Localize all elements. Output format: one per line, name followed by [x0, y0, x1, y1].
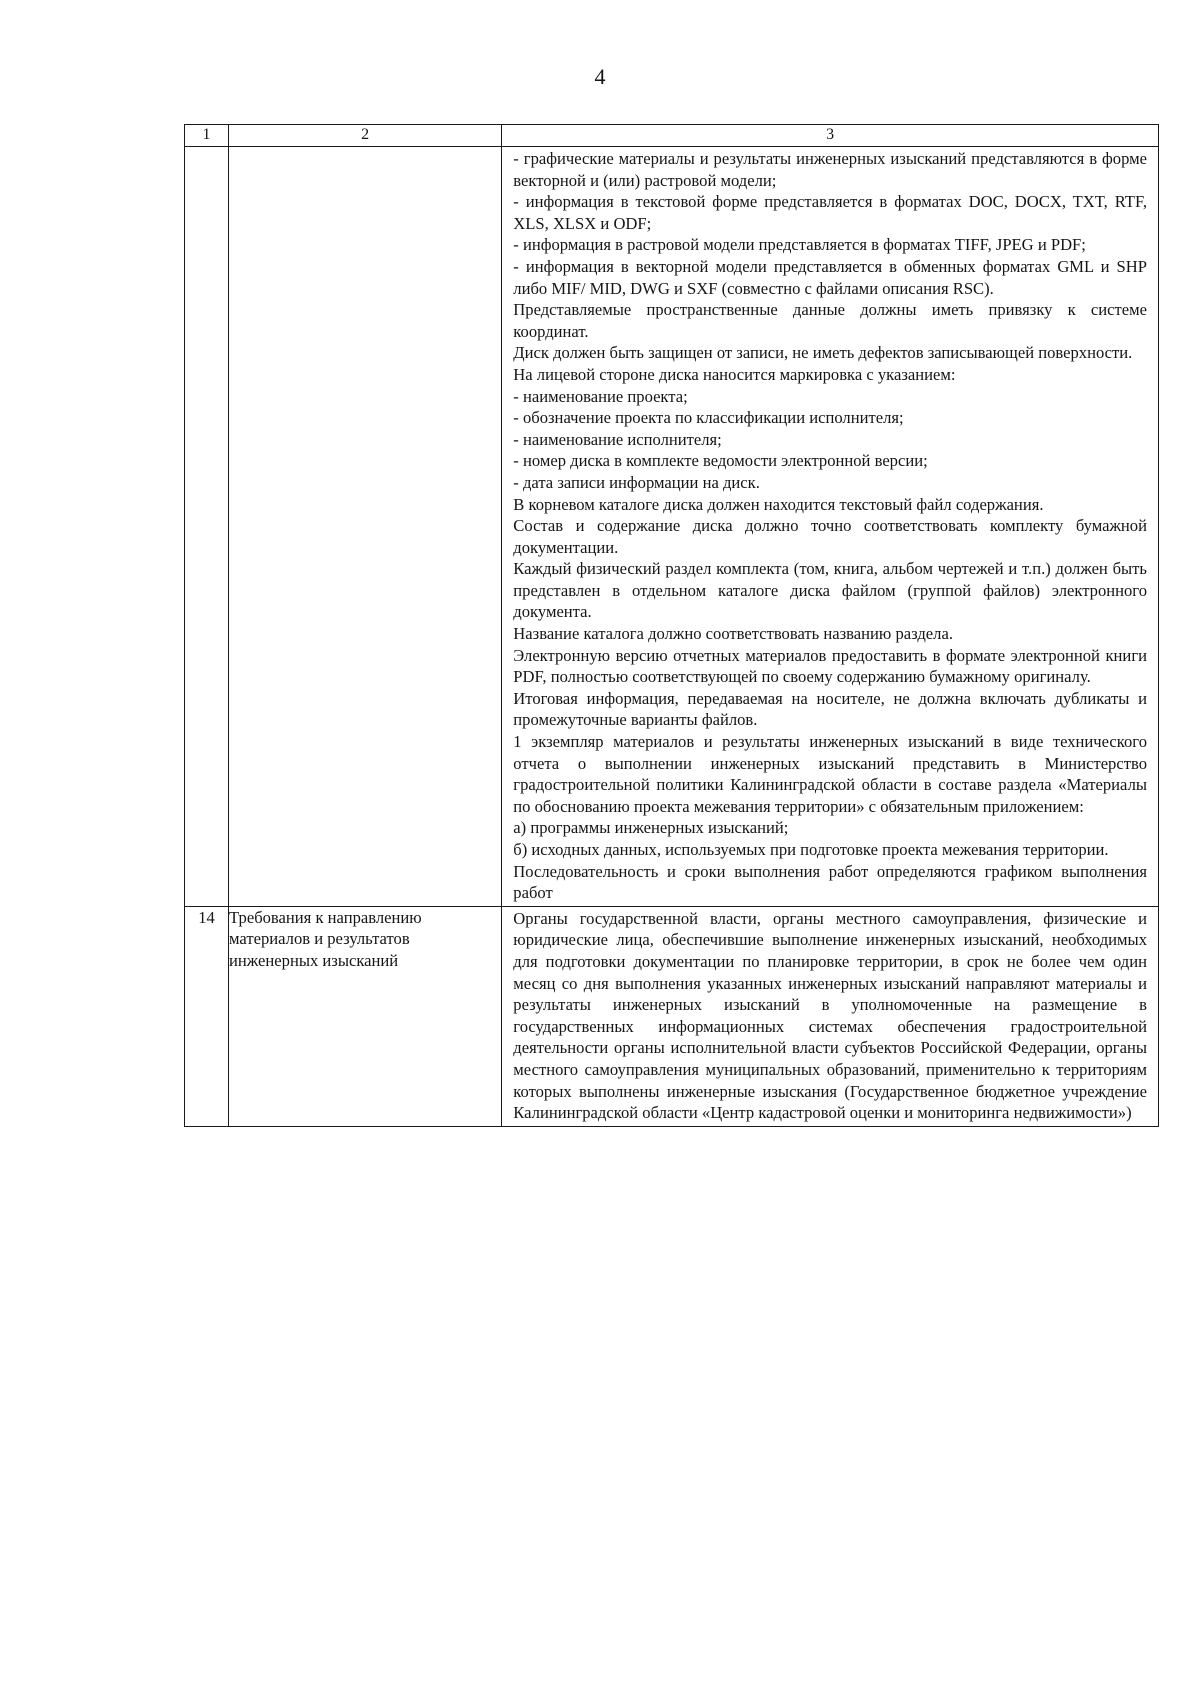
row-content-cell	[502, 147, 1159, 907]
continuation-paragraphs	[502, 147, 1158, 906]
paragraph: Диск должен быть защищен от записи, не иметь дефектов записывающей поверхности.	[513, 343, 1133, 363]
paragraph: - наименование проекта;	[513, 386, 688, 406]
table-row-14	[185, 906, 1159, 1126]
paragraph: б) исходных данных, используемых при подготовке проекта межевания территории.	[513, 840, 1109, 859]
header-col-3: 3	[502, 125, 1159, 147]
paragraph: - номер диска в комплекте ведомости электронной версии;	[513, 451, 928, 471]
paragraph: Электронную версию отчетных материалов предоставить в формате электронной книги PDF, полностью соответствующей по своему содержанию бумажному оригиналу.	[513, 645, 1147, 687]
paragraph: - информация в растровой модели представляется в форматах TIFF, JPEG и PDF;	[513, 235, 1086, 255]
paragraph: Итоговая информация, передаваемая на носителе, не должна включать дубликаты и промежуточные варианты файлов.	[513, 688, 1147, 730]
paragraph: Последовательность и сроки выполнения работ определяются графиком выполнения работ	[513, 861, 1147, 903]
paragraph: В корневом каталоге диска должен находится текстовый файл содержания.	[513, 494, 1044, 514]
paragraph: - наименование исполнителя;	[513, 429, 722, 449]
paragraph: Название каталога должно соответствовать названию раздела.	[513, 624, 953, 644]
paragraph: - информация в векторной модели представляется в обменных форматах GML и SHP либо MIF/ MID, DWG и SXF (совместно с файлами описания RSC).	[513, 256, 1147, 298]
table-row-continuation	[185, 147, 1159, 907]
row-number-cell	[185, 147, 229, 907]
row-number-cell: 14	[185, 906, 229, 1126]
paragraph: - графические материалы и результаты инженерных изысканий представляются в форме векторной и (или) растровой модели;	[513, 149, 1147, 190]
paragraph: На лицевой стороне диска наносится маркировка с указанием:	[513, 364, 956, 384]
paragraph: - обозначение проекта по классификации исполнителя;	[513, 408, 904, 428]
header-col-1: 1	[185, 125, 229, 147]
paragraph: Представляемые пространственные данные должны иметь привязку к системе координат.	[513, 300, 1147, 341]
row-label-cell: Требования к направлению материалов и результатов инженерных изысканий	[229, 906, 502, 1126]
table-header-row	[185, 125, 1159, 147]
paragraph: 1 экземпляр материалов и результаты инженерных изысканий в виде технического отчета о выполнении инженерных изысканий представить в Министерство градостроительной политики Калининградской области в составе раздела «Материалы по обоснованию проекта межевания территории» с обязательным приложением:	[513, 732, 1147, 816]
row-14-text: Органы государственной власти, органы местного самоуправления, физические и юридические лица, обеспечившие выполнение инженерных изысканий, необходимых для подготовки документации по планировке территории, в срок не более чем один месяц со дня выполнения указанных инженерных изысканий направляют материалы и результаты инженерных изысканий в уполномоченные на размещение в государственных информационных системах обеспечения градостроительной деятельности органы исполнительной власти субъектов Российской Федерации, органы местного самоуправления муниципальных образований, применительно к территориям которых выполнены инженерные изыскания (Государственное бюджетное учреждение Калининградской области «Центр кадастровой оценки и мониторинга недвижимости»)	[513, 908, 1147, 1123]
paragraph: Состав и содержание диска должно точно соответствовать комплекту бумажной документации.	[513, 516, 1147, 557]
paragraph: - информация в текстовой форме представляется в форматах DOC, DOCX, TXT, RTF, XLS, XLSX и ODF;	[513, 192, 1147, 233]
row-content-cell	[502, 906, 1159, 1126]
paragraph: а) программы инженерных изысканий;	[513, 818, 789, 838]
paragraph: Каждый физический раздел комплекта (том, книга, альбом чертежей и т.п.) должен быть представлен в отдельном каталоге диска файлом (группой файлов) электронного документа.	[513, 559, 1147, 622]
requirements-table	[184, 124, 1159, 1127]
paragraph: - дата записи информации на диск.	[513, 472, 760, 492]
header-col-2: 2	[229, 125, 502, 147]
row-label-cell	[229, 147, 502, 907]
page-number: 4	[594, 64, 606, 89]
